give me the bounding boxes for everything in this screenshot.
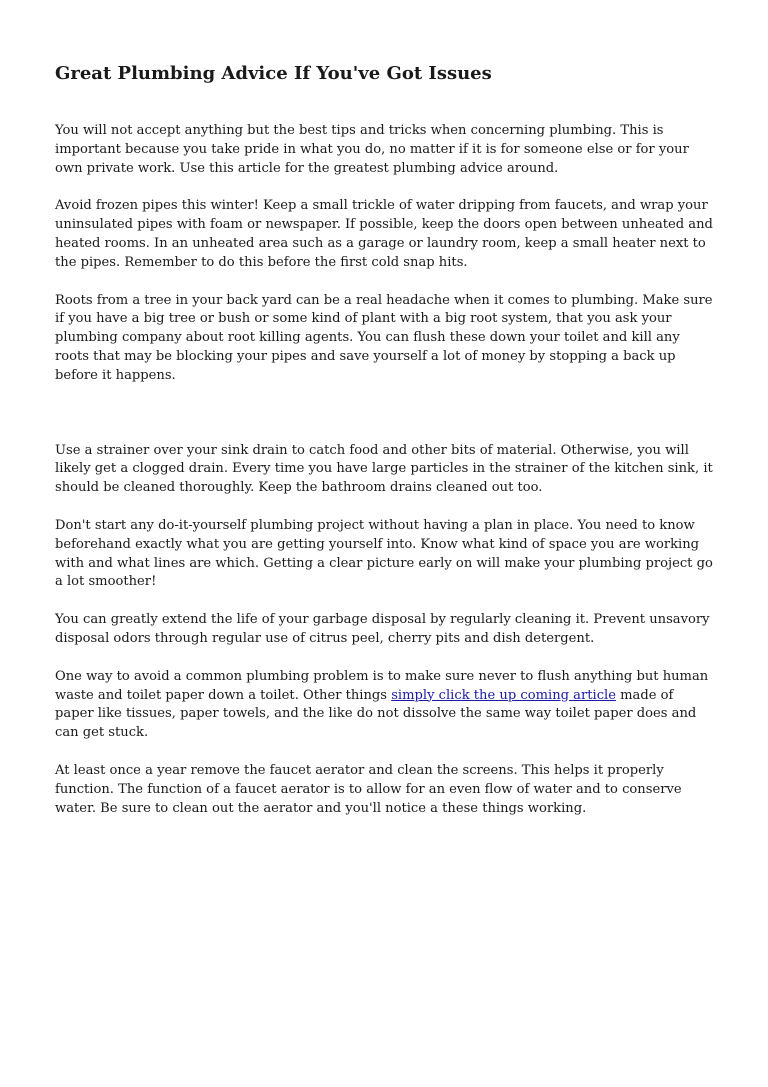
paragraph-garbage-disposal: You can greatly extend the life of your garbage disposal by regularly cleaning it. Prevent unsavory disposal odors through regular use of citrus peel, cherry pits and dish detergent.: [55, 612, 710, 646]
paragraph-tree-roots: Roots from a tree in your back yard can be a real headache when it comes to plumbing. Make sure if you have a big tree or bush or some kind of plant with a big root system, that you ask your plumbing company about root killing agents. You can flush these down your toilet and kill any roots that may be blocking your pipes and save yourself a lot of money by stopping a back up before it happens.: [55, 292, 713, 383]
page-title: Great Plumbing Advice If You've Got Issues: [55, 63, 492, 84]
paragraph-intro: You will not accept anything but the best tips and tricks when concerning plumbing. This is important because you take pride in what you do, no matter if it is for someone else or for your own private work. Use this article for the greatest plumbing advice around.: [55, 123, 689, 176]
paragraph-diy-plan: Don't start any do-it-yourself plumbing project without having a plan in place. You need to know beforehand exactly what you are getting yourself into. Know what kind of space you are working with and what lines are which. Getting a clear picture early on will make your plumbing project go a lot smoother!: [55, 517, 713, 590]
paragraph-toilet-flush: [55, 668, 715, 743]
document-page: [55, 60, 715, 837]
paragraph-frozen-pipes: Avoid frozen pipes this winter! Keep a small trickle of water dripping from faucets, and wrap your uninsulated pipes with foam or newspaper. If possible, keep the doors open between unheated and heated rooms. In an unheated area such as a garage or laundry room, keep a small heater next to the pipes. Remember to do this before the first cold snap hits.: [55, 198, 713, 270]
paragraph-text-before-link: One way to avoid a common plumbing problem is to make sure never to flush anything but human waste and toilet paper down a toilet. Other things: [55, 668, 709, 703]
paragraph-faucet-aerator: At least once a year remove the faucet aerator and clean the screens. This helps it properly function. The function of a faucet aerator is to allow for an even flow of water and to conserve water. Be sure to clean out the aerator and you'll notice a these things working.: [55, 762, 682, 816]
paragraph-sink-strainer: Use a strainer over your sink drain to catch food and other bits of material. Otherwise, you will likely get a clogged drain. Every time you have large particles in the strainer of the kitchen sink, it should be cleaned thoroughly. Keep the bathroom drains cleaned out too.: [55, 442, 713, 496]
article-link[interactable]: simply click the up coming article: [391, 687, 616, 703]
paragraph-text-after-link: made of paper like tissues, paper towels, and the like do not dissolve the same way toilet paper does and can get stuck.: [55, 687, 697, 741]
